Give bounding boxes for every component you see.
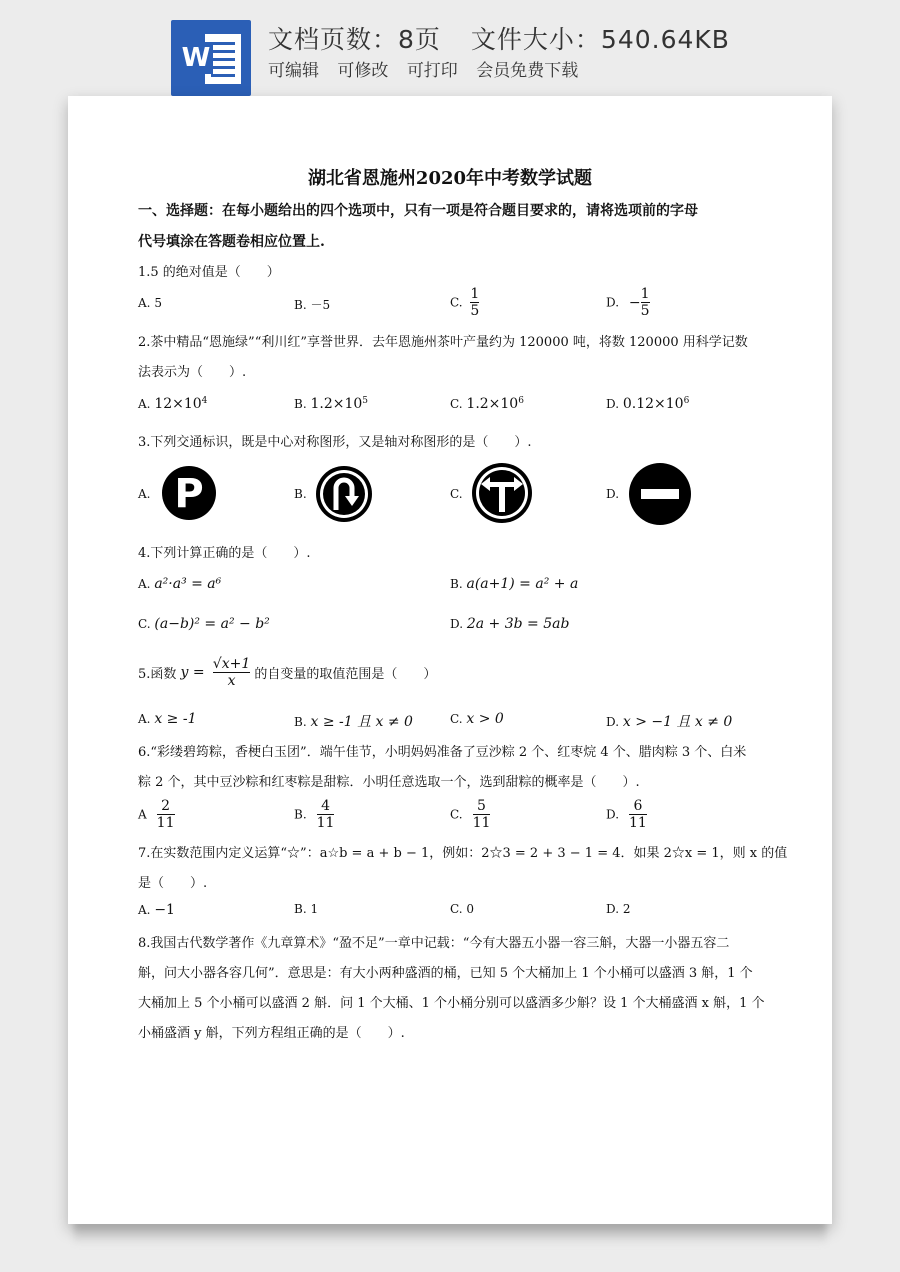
q4-option-b: B. a(a+1) = a² + a: [450, 576, 579, 592]
q3-option-c-label: C.: [450, 487, 463, 501]
question-2-stem-line2: 法表示为（ ）.: [138, 365, 247, 380]
feature-printable: 可打印: [406, 61, 458, 81]
q7-option-b: B. 1: [294, 902, 319, 916]
q4-option-a: A. a²·a³ = a⁶: [138, 576, 222, 592]
parking-sign-icon: [160, 464, 218, 522]
fraction: $\frac{1}{5}$: [470, 286, 480, 319]
question-7-stem-line1: 7.在实数范围内定义运算“☆”：a☆b = a + b − 1，例如：2☆3 = 2 + 3 − 1 = 4．如果 2☆x = 1，则 x 的值: [138, 846, 788, 861]
u-turn-sign-icon: [314, 464, 374, 524]
file-size: 文件大小：540.64KB: [470, 25, 730, 54]
question-1-stem: 1.5 的绝对值是（ ）: [138, 265, 280, 280]
feature-editable: 可编辑: [268, 61, 319, 81]
fraction: $\frac{1}{5}$: [640, 286, 650, 319]
question-6-stem-line2: 粽 2 个，其中豆沙粽和红枣粽是甜粽．小明任意选取一个，选到甜粽的概率是（ ）.: [138, 775, 640, 790]
page-shadow: [74, 1222, 826, 1244]
page-count: 文档页数：8页: [268, 25, 441, 54]
download-banner: [0, 0, 900, 96]
q5-option-d: D. x > −1 且 x ≠ 0: [606, 714, 733, 730]
section-heading-line2: 代号填涂在答题卷相应位置上.: [138, 234, 325, 250]
question-8-stem-line3: 大桶加上 5 个小桶可以盛酒 2 斛．问 1 个大桶、1 个小桶分别可以盛酒多少斛？设 1 个大桶盛酒 x 斛，1 个: [138, 996, 765, 1011]
question-4-stem: 4.下列计算正确的是（ ）.: [138, 546, 311, 561]
q2-option-d: D. $0.12\times 10^6$: [606, 396, 690, 412]
turn-left-right-sign-icon: [471, 462, 533, 524]
function-fraction: $\frac{√x+1}{x}$: [212, 656, 251, 689]
document-page: [68, 96, 832, 1224]
feature-modifiable: 可修改: [337, 61, 389, 81]
section-heading-line1: 一、选择题：在每小题给出的四个选项中，只有一项是符合题目要求的，请将选项前的字母: [138, 203, 698, 219]
q4-option-c: C. (a−b)² = a² − b²: [138, 616, 270, 632]
q1-option-a: A. 5: [138, 296, 162, 310]
q3-option-b-label: B.: [294, 487, 307, 501]
q3-option-d-label: D.: [606, 487, 620, 501]
word-document-icon: [171, 20, 251, 96]
word-logo-letter: W: [179, 42, 213, 74]
q2-option-c: C. $1.2\times 10^6$: [450, 396, 524, 412]
q6-option-a: A $\frac{2}{11}$: [138, 798, 175, 831]
q7-option-c: C. 0: [450, 902, 475, 916]
feature-list: [268, 56, 587, 81]
svg-text:P: P: [174, 471, 204, 517]
q2-option-a: A. $12\times 10^4$: [138, 396, 208, 412]
q5-option-b: B. x ≥ -1 且 x ≠ 0: [294, 714, 413, 730]
question-3-stem: 3.下列交通标识，既是中心对称图形，又是轴对称图形的是（ ）.: [138, 435, 532, 450]
no-entry-sign-icon: [628, 462, 692, 526]
q5-option-c: C. x > 0: [450, 711, 504, 727]
q1-option-d: D. − $\frac{1}{5}$: [606, 286, 650, 319]
question-5-stem: 5.函数 y = $\frac{√x+1}{x}$ 的自变量的取值范围是（ ）: [138, 656, 437, 689]
question-6-stem-line1: 6.“彩缕碧筠粽，香梗白玉团”．端午佳节，小明妈妈准备了豆沙粽 2 个、红枣烷 4 个、腊肉粽 3 个、白米: [138, 745, 747, 760]
question-2-stem-line1: 2.茶中精品“恩施绿”“利川红”享誉世界．去年恩施州茶叶产量约为 120000 吨，将数 120000 用科学记数: [138, 335, 748, 350]
q2-option-b: B. $1.2\times 10^5$: [294, 396, 369, 412]
q7-option-a: A. −1: [138, 902, 175, 918]
q6-option-b: B. $\frac{4}{11}$: [294, 798, 335, 831]
question-7-stem-line2: 是（ ）.: [138, 876, 208, 891]
q1-option-b: B. －5: [294, 298, 331, 312]
q1-option-c: C. $\frac{1}{5}$: [450, 286, 480, 319]
q4-option-d: D. 2a + 3b = 5ab: [450, 616, 570, 632]
doc-title: 湖北省恩施州2020年中考数学试题: [307, 168, 593, 189]
feature-member-download: 会员免费下载: [476, 61, 579, 81]
q5-option-a: A. x ≥ -1: [138, 711, 197, 727]
q3-option-a-label: A.: [138, 487, 151, 501]
q6-option-c: C. $\frac{5}{11}$: [450, 798, 491, 831]
question-8-stem-line4: 小桶盛酒 y 斛，下列方程组正确的是（ ）.: [138, 1026, 405, 1041]
question-8-stem-line1: 8.我国古代数学著作《九章算术》“盈不足”一章中记载：“今有大器五小器一容三斛，大器一小器五容二: [138, 936, 730, 951]
question-8-stem-line2: 斛，问大小器各容几何”．意思是：有大小两种盛酒的桶，已知 5 个大桶加上 1 个小桶可以盛酒 3 斛，1 个: [138, 966, 753, 981]
q6-option-d: D. $\frac{6}{11}$: [606, 798, 647, 831]
q7-option-d: D. 2: [606, 902, 631, 916]
doc-meta: [268, 20, 730, 56]
